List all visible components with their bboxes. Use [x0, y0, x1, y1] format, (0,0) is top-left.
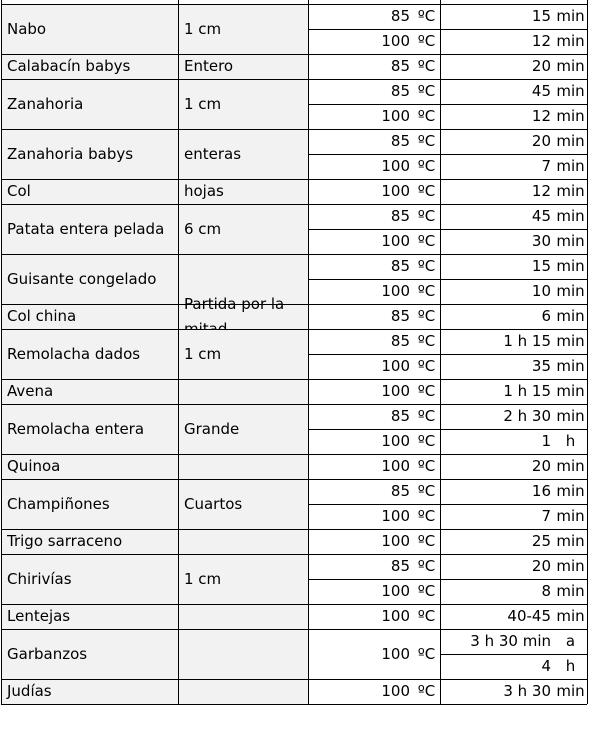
column-divider: [1, 0, 2, 704]
time-cell[interactable]: 7: [541, 507, 551, 525]
time-cell[interactable]: 1 h 15: [503, 382, 551, 400]
time-unit-cell[interactable]: min: [556, 532, 585, 550]
temperature-cell[interactable]: 85: [390, 7, 410, 25]
temperature-unit-cell[interactable]: ºC: [417, 357, 436, 375]
cut-cell[interactable]: Entero: [178, 54, 308, 79]
group-divider: [1, 604, 587, 605]
time-unit-cell[interactable]: min: [556, 132, 585, 150]
temperature-cell[interactable]: 85: [390, 82, 410, 100]
temperature-cell[interactable]: 85: [390, 332, 410, 350]
cut-cell[interactable]: [178, 629, 308, 679]
temperature-unit-cell[interactable]: ºC: [417, 57, 436, 75]
food-name-cell[interactable]: Zanahoria babys: [1, 129, 178, 179]
temperature-unit-cell[interactable]: ºC: [417, 307, 436, 325]
cut-cell[interactable]: [178, 304, 308, 329]
temperature-unit-cell[interactable]: ºC: [417, 582, 436, 600]
cut-cell[interactable]: Cuartos: [178, 479, 308, 529]
cut-cell[interactable]: 1 cm: [178, 79, 308, 129]
temperature-unit-cell[interactable]: ºC: [417, 557, 436, 575]
food-name-cell[interactable]: Patata entera pelada: [1, 204, 178, 254]
time-unit-cell[interactable]: min: [556, 207, 585, 225]
cut-cell[interactable]: [178, 379, 308, 404]
food-name-cell[interactable]: Trigo sarraceno: [1, 529, 178, 554]
temperature-cell[interactable]: 100: [381, 232, 410, 250]
temperature-cell[interactable]: 85: [390, 257, 410, 275]
group-divider: [1, 179, 587, 180]
cut-cell[interactable]: [178, 529, 308, 554]
temperature-unit-cell[interactable]: ºC: [417, 682, 436, 700]
time-unit-cell[interactable]: min: [556, 232, 585, 250]
temperature-cell[interactable]: 85: [390, 307, 410, 325]
temperature-cell[interactable]: 100: [381, 682, 410, 700]
time-cell[interactable]: 10: [531, 282, 551, 300]
cut-cell[interactable]: hojas: [178, 179, 308, 204]
temperature-unit-cell[interactable]: ºC: [417, 182, 436, 200]
time-unit-cell[interactable]: min: [556, 582, 585, 600]
temperature-unit-cell[interactable]: ºC: [417, 7, 436, 25]
temperature-cell[interactable]: 100: [381, 282, 410, 300]
time-cell[interactable]: 20: [531, 557, 551, 575]
group-divider: [1, 454, 587, 455]
group-divider: [1, 304, 587, 305]
time-cell[interactable]: 25: [531, 532, 551, 550]
time-unit-cell[interactable]: min: [556, 407, 585, 425]
time-cell[interactable]: 45: [531, 82, 551, 100]
cut-cell[interactable]: [178, 454, 308, 479]
temperature-cell[interactable]: 100: [381, 607, 410, 625]
temperature-unit-cell[interactable]: ºC: [417, 157, 436, 175]
time-unit-cell[interactable]: min: [556, 607, 585, 625]
temperature-unit-cell[interactable]: ºC: [417, 457, 436, 475]
temperature-cell[interactable]: 85: [390, 132, 410, 150]
group-divider: [1, 254, 587, 255]
time-cell[interactable]: 2 h 30: [503, 407, 551, 425]
time-unit-cell[interactable]: min: [556, 282, 585, 300]
time-unit-cell[interactable]: min: [556, 482, 585, 500]
group-divider: [1, 679, 587, 680]
time-cell[interactable]: 20: [531, 457, 551, 475]
column-divider: [178, 0, 179, 704]
time-unit-cell[interactable]: min: [556, 682, 585, 700]
temperature-cell[interactable]: 100: [381, 107, 410, 125]
time-cell[interactable]: 15: [531, 257, 551, 275]
temperature-cell[interactable]: 100: [381, 182, 410, 200]
time-unit-cell[interactable]: h: [565, 657, 576, 675]
time-unit-cell[interactable]: min: [556, 107, 585, 125]
temperature-unit-cell[interactable]: ºC: [417, 107, 436, 125]
temperature-unit-cell[interactable]: ºC: [417, 232, 436, 250]
cut-cell[interactable]: 1 cm: [178, 4, 308, 54]
group-divider: [1, 79, 587, 80]
food-name-cell[interactable]: Lentejas: [1, 604, 178, 629]
temperature-unit-cell[interactable]: ºC: [417, 507, 436, 525]
cut-cell[interactable]: 1 cm: [178, 329, 308, 379]
group-divider: [1, 554, 587, 555]
temperature-cell[interactable]: 100: [381, 644, 410, 663]
food-name-cell[interactable]: Remolacha dados: [1, 329, 178, 379]
time-unit-cell[interactable]: h: [565, 432, 576, 450]
cut-cell[interactable]: [178, 679, 308, 704]
time-unit-cell[interactable]: min: [556, 332, 585, 350]
temperature-cell[interactable]: 100: [381, 357, 410, 375]
temperature-cell[interactable]: 100: [381, 507, 410, 525]
cut-cell[interactable]: 1 cm: [178, 554, 308, 604]
temperature-unit-cell[interactable]: ºC: [417, 482, 436, 500]
food-name-cell[interactable]: Col: [1, 179, 178, 204]
temperature-unit-cell[interactable]: ºC: [417, 644, 436, 663]
temperature-unit-cell[interactable]: ºC: [417, 432, 436, 450]
group-divider: [1, 329, 587, 330]
time-cell[interactable]: 6: [541, 307, 551, 325]
group-divider: [1, 129, 587, 130]
time-cell[interactable]: 1: [541, 432, 551, 450]
cut-cell[interactable]: enteras: [178, 129, 308, 179]
temperature-cell[interactable]: 100: [381, 157, 410, 175]
table-bottom-border: [1, 704, 587, 705]
time-unit-cell[interactable]: min: [556, 32, 585, 50]
temperature-unit-cell[interactable]: ºC: [417, 407, 436, 425]
food-name-cell[interactable]: Quinoa: [1, 454, 178, 479]
time-unit-cell[interactable]: a: [565, 632, 576, 650]
food-name-cell[interactable]: Garbanzos: [1, 629, 178, 679]
time-unit-cell[interactable]: min: [556, 57, 585, 75]
temperature-cell[interactable]: 100: [381, 532, 410, 550]
group-divider: [1, 629, 587, 630]
food-name-cell[interactable]: Remolacha entera: [1, 404, 178, 454]
temperature-unit-cell[interactable]: ºC: [417, 32, 436, 50]
time-unit-cell[interactable]: min: [556, 507, 585, 525]
group-divider: [1, 54, 587, 55]
time-cell[interactable]: 12: [531, 107, 551, 125]
group-divider: [1, 379, 587, 380]
temperature-unit-cell[interactable]: ºC: [417, 207, 436, 225]
food-name-cell[interactable]: Judías: [1, 679, 178, 704]
time-cell[interactable]: 40-45: [507, 607, 551, 625]
cut-cell[interactable]: [178, 604, 308, 629]
temperature-cell[interactable]: 100: [381, 582, 410, 600]
time-cell[interactable]: 12: [531, 182, 551, 200]
temperature-cell[interactable]: 100: [381, 382, 410, 400]
temperature-unit-cell[interactable]: ºC: [417, 607, 436, 625]
time-cell[interactable]: 3 h 30 min: [470, 632, 551, 650]
group-divider: [1, 479, 587, 480]
temperature-unit-cell[interactable]: ºC: [417, 282, 436, 300]
temperature-cell[interactable]: 85: [390, 482, 410, 500]
column-divider: [440, 0, 441, 704]
food-name-cell[interactable]: Champiñones: [1, 479, 178, 529]
food-name-cell[interactable]: Calabacín babys: [1, 54, 178, 79]
time-unit-cell[interactable]: min: [556, 307, 585, 325]
time-cell[interactable]: 45: [531, 207, 551, 225]
time-unit-cell[interactable]: min: [556, 257, 585, 275]
temperature-cell[interactable]: 85: [390, 207, 410, 225]
temperature-unit-cell[interactable]: ºC: [417, 132, 436, 150]
temperature-unit-cell[interactable]: ºC: [417, 382, 436, 400]
time-cell[interactable]: 16: [531, 482, 551, 500]
time-cell[interactable]: 8: [541, 582, 551, 600]
temperature-cell[interactable]: 100: [381, 32, 410, 50]
temperature-unit-cell[interactable]: ºC: [417, 332, 436, 350]
time-cell[interactable]: 30: [531, 232, 551, 250]
time-unit-cell[interactable]: min: [556, 382, 585, 400]
temperature-cell[interactable]: 100: [381, 457, 410, 475]
time-cell[interactable]: 20: [531, 132, 551, 150]
group-divider: [1, 204, 587, 205]
group-divider: [1, 404, 587, 405]
food-name-cell[interactable]: Nabo: [1, 4, 178, 54]
food-name-cell[interactable]: Avena: [1, 379, 178, 404]
time-cell[interactable]: 20: [531, 57, 551, 75]
food-name-cell[interactable]: Chirivías: [1, 554, 178, 604]
temperature-unit-cell[interactable]: ºC: [417, 532, 436, 550]
cut-cell[interactable]: 6 cm: [178, 204, 308, 254]
time-cell[interactable]: 3 h 30: [503, 682, 551, 700]
temperature-unit-cell[interactable]: ºC: [417, 257, 436, 275]
temperature-cell[interactable]: 85: [390, 57, 410, 75]
food-name-cell[interactable]: Guisante congelado: [1, 254, 178, 304]
cut-cell[interactable]: Grande: [178, 404, 308, 454]
time-cell[interactable]: 35: [531, 357, 551, 375]
time-cell[interactable]: 1 h 15: [503, 332, 551, 350]
time-unit-cell[interactable]: min: [556, 457, 585, 475]
time-unit-cell[interactable]: min: [556, 557, 585, 575]
food-name-cell[interactable]: Zanahoria: [1, 79, 178, 129]
time-unit-cell[interactable]: min: [556, 182, 585, 200]
time-cell[interactable]: 12: [531, 32, 551, 50]
column-divider: [587, 0, 588, 704]
time-cell[interactable]: 15: [531, 7, 551, 25]
food-name-cell[interactable]: Col china: [1, 304, 178, 329]
time-unit-cell[interactable]: min: [556, 82, 585, 100]
temperature-cell[interactable]: 100: [381, 432, 410, 450]
group-divider: [1, 529, 587, 530]
time-unit-cell[interactable]: min: [556, 7, 585, 25]
time-unit-cell[interactable]: min: [556, 357, 585, 375]
column-divider: [308, 0, 309, 704]
time-unit-cell[interactable]: min: [556, 157, 585, 175]
time-cell[interactable]: 7: [541, 157, 551, 175]
time-cell[interactable]: 4: [541, 657, 551, 675]
temperature-cell[interactable]: 85: [390, 407, 410, 425]
temperature-unit-cell[interactable]: ºC: [417, 82, 436, 100]
temperature-cell[interactable]: 85: [390, 557, 410, 575]
group-divider: [1, 4, 587, 5]
